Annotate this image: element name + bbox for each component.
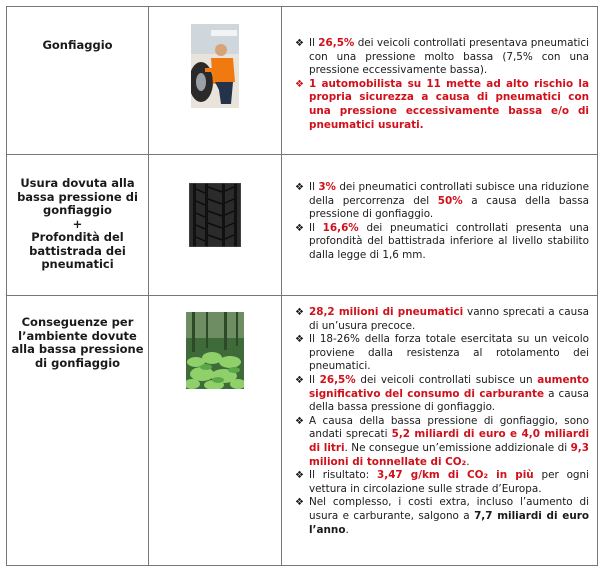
bullet-text: dei veicoli controllati presentava pneumatici con una pressione molto bassa (7,5% con una pressione eccessivamente bassa). — [309, 37, 589, 77]
bullet-item — [295, 222, 589, 263]
label-line: gonfiaggio — [43, 203, 112, 217]
photo-cell — [149, 7, 282, 155]
table-row — [7, 296, 598, 566]
bullet-text: 28,2 milioni di pneumatici — [309, 306, 464, 318]
label-line: Usura dovuta alla — [20, 176, 135, 190]
diamond-bullet-icon: ❖ — [295, 415, 304, 427]
bullet-text: aumento significativo del consumo di carburante — [309, 373, 589, 400]
bullet-text: 9,3 milioni di tonnellate di CO₂ — [309, 441, 589, 468]
bullet-text: vanno sprecati a causa di un’usura precoce. — [309, 306, 589, 332]
tyre-info-table — [6, 6, 598, 566]
bullet-item — [295, 181, 589, 222]
text-cell — [282, 296, 598, 566]
bullet-text: 1 automobilista su 11 mette ad alto rischio la propria sicurezza a causa di pneumatici con una pressione eccessivamente bassa e/o di pneumatici usurati. — [309, 77, 589, 131]
photo-cell — [149, 155, 282, 296]
row-label-cell — [7, 155, 149, 296]
diamond-bullet-icon: ❖ — [295, 470, 304, 482]
bullet-item — [295, 37, 589, 78]
diamond-bullet-icon: ❖ — [295, 497, 304, 509]
diamond-bullet-icon: ❖ — [295, 182, 304, 193]
diamond-bullet-icon: ❖ — [295, 334, 304, 346]
row-label — [7, 155, 148, 272]
bullet-text: Il — [309, 181, 319, 193]
bullet-item — [295, 374, 589, 415]
label-line: alla bassa pressione — [11, 342, 144, 356]
row-label-cell — [7, 7, 149, 155]
bullet-text: 16,6% — [322, 221, 359, 234]
bullet-text: Il — [309, 221, 323, 234]
bullet-text: Il 18-26% della forza totale esercitata su un veicolo proviene dalla resistenza al rotolamento dei pneumatici. — [309, 333, 589, 373]
bullet-text: Il risultato: — [309, 469, 378, 482]
bullet-list — [282, 155, 597, 263]
bullet-item — [295, 415, 589, 469]
diamond-bullet-icon: ❖ — [295, 307, 304, 318]
bullet-text: . — [345, 523, 349, 536]
bullet-text: 3,47 g/km di CO₂ in più — [377, 469, 534, 482]
bullet-text: Nel complesso, i costi extra, incluso l’aumento di usura e carburante, salgono a — [309, 496, 589, 522]
forest-photo — [186, 312, 244, 389]
bullet-item — [295, 496, 589, 537]
table-row — [7, 155, 598, 296]
text-cell — [282, 7, 598, 155]
bullet-text: . Ne consegue un’emissione addizionale di — [344, 441, 571, 454]
diamond-bullet-icon: ❖ — [295, 78, 304, 90]
label-line: Profondità del — [31, 230, 124, 244]
row-label — [7, 296, 148, 370]
bullet-text: 5,2 miliardi di euro e 4,0 miliardi di litri — [309, 428, 590, 454]
diamond-bullet-icon: ❖ — [295, 374, 304, 386]
diamond-bullet-icon: ❖ — [295, 222, 304, 234]
bullet-text: A causa della bassa pressione di gonfiaggio, sono andati sprecati — [309, 414, 589, 441]
bullet-item — [295, 78, 589, 132]
row-label-cell — [7, 296, 149, 566]
bullet-item — [295, 306, 589, 333]
label-line: pneumatici — [41, 257, 114, 271]
table-row — [7, 7, 598, 155]
bullet-text: 7,7 miliardi di euro l’anno — [309, 509, 589, 536]
label-line: battistrada dei — [29, 243, 126, 258]
label-line: Conseguenze per — [21, 315, 134, 329]
label-line: di gonfiaggio — [34, 355, 121, 370]
bullet-item — [295, 469, 589, 496]
bullet-text: a causa della bassa pressione di gonfiaggio. — [309, 194, 589, 221]
bullet-text: per ogni vettura in circolazione sulle strade d’Europa. — [309, 469, 589, 495]
text-cell — [282, 155, 598, 296]
label-line: + — [72, 216, 83, 231]
bullet-text: . — [466, 455, 470, 468]
bullet-text: a causa della bassa pressione di gonfiaggio. — [309, 387, 589, 414]
bullet-text: 26,5% — [319, 373, 356, 386]
label-line: bassa pressione di — [17, 189, 138, 204]
diamond-bullet-icon: ❖ — [295, 38, 304, 49]
tyre-tread-photo — [189, 183, 241, 247]
bullet-text: 26,5% — [318, 37, 355, 49]
photo-cell — [149, 296, 282, 566]
bullet-text: 50% — [437, 194, 463, 207]
row-label: Gonfiaggio — [42, 38, 113, 52]
bullet-text: Il — [309, 373, 320, 386]
bullet-text: 3% — [318, 181, 336, 193]
bullet-text: dei veicoli controllati subisce un — [355, 373, 538, 386]
bullet-item — [295, 333, 589, 374]
bullet-text: dei pneumatici controllati subisce una riduzione della percorrenza del — [309, 181, 589, 207]
label-line: l’ambiente dovute — [18, 328, 137, 343]
bullet-list — [282, 7, 597, 132]
bullet-text: Il — [309, 37, 319, 49]
mechanic-photo — [191, 24, 239, 108]
bullet-list — [282, 296, 597, 537]
bullet-text: dei pneumatici controllati presenta una profondità del battistrada inferiore al livello stabilito dalla legge di 1,6 mm. — [309, 221, 589, 261]
